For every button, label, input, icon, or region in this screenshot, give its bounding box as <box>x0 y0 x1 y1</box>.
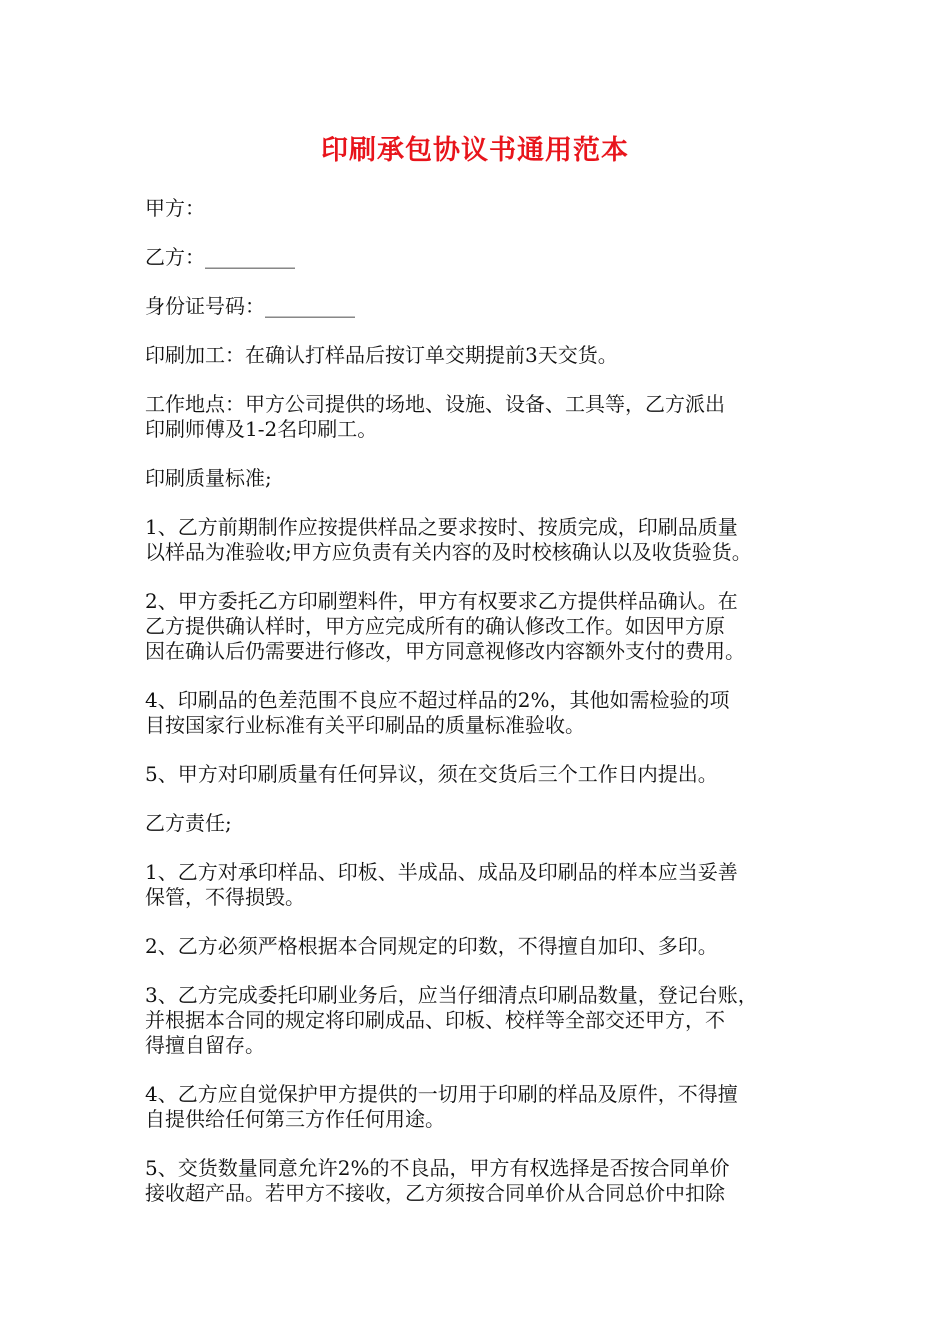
duty-clause-1: 1、乙方对承印样品、印板、半成品、成品及印刷品的样本应当妥善 保管，不得损毁。 <box>145 860 738 909</box>
quality-clause-4: 4、印刷品的色差范围不良应不超过样品的2%，其他如需检验的项 目按国家行业标准有关平印刷品的质量标准验收。 <box>145 688 730 737</box>
quality-clause-5: 5、甲方对印刷质量有任何异议，须在交货后三个工作日内提出。 <box>145 762 718 786</box>
party-a-line: 甲方： <box>145 196 205 220</box>
quality-standard-heading: 印刷质量标准; <box>145 466 272 490</box>
document-title: 印刷承包协议书通用范本 <box>321 135 629 166</box>
printing-processing-paragraph: 印刷加工：在确认打样品后按订单交期提前3天交货。 <box>145 343 618 367</box>
quality-clause-1: 1、乙方前期制作应按提供样品之要求按时、按质完成，印刷品质量 以样品为准验收;甲方应负责有关内容的及时校核确认以及收货验货。 <box>145 515 752 564</box>
duty-clause-4: 4、乙方应自觉保护甲方提供的一切用于印刷的样品及原件，不得擅 自提供给任何第三方作任何用途。 <box>145 1082 738 1131</box>
document-body <box>145 196 817 1230</box>
id-number-line: 身份证号码：_________ <box>145 294 355 318</box>
duty-clause-3: 3、乙方完成委托印刷业务后，应当仔细清点印刷品数量，登记台账， 并根据本合同的规定将印刷成品、印板、校样等全部交还甲方，不 得擅自留存。 <box>145 983 758 1057</box>
party-b-line: 乙方：_________ <box>145 245 295 269</box>
work-location-paragraph: 工作地点：甲方公司提供的场地、设施、设备、工具等，乙方派出 印刷师傅及1-2名印刷工。 <box>145 392 725 441</box>
duty-clause-2: 2、乙方必须严格根据本合同规定的印数，不得擅自加印、多印。 <box>145 934 718 958</box>
quality-clause-2: 2、甲方委托乙方印刷塑料件，甲方有权要求乙方提供样品确认。在 乙方提供确认样时，甲方应完成所有的确认修改工作。如因甲方原 因在确认后仍需要进行修改，甲方同意视修改内容额外支付的费用。 <box>145 589 745 663</box>
party-b-duties-heading: 乙方责任; <box>145 811 232 835</box>
duty-clause-5: 5、交货数量同意允许2%的不良品，甲方有权选择是否按合同单价 接收超产品。若甲方不接收，乙方须按合同单价从合同总价中扣除 <box>145 1156 730 1205</box>
